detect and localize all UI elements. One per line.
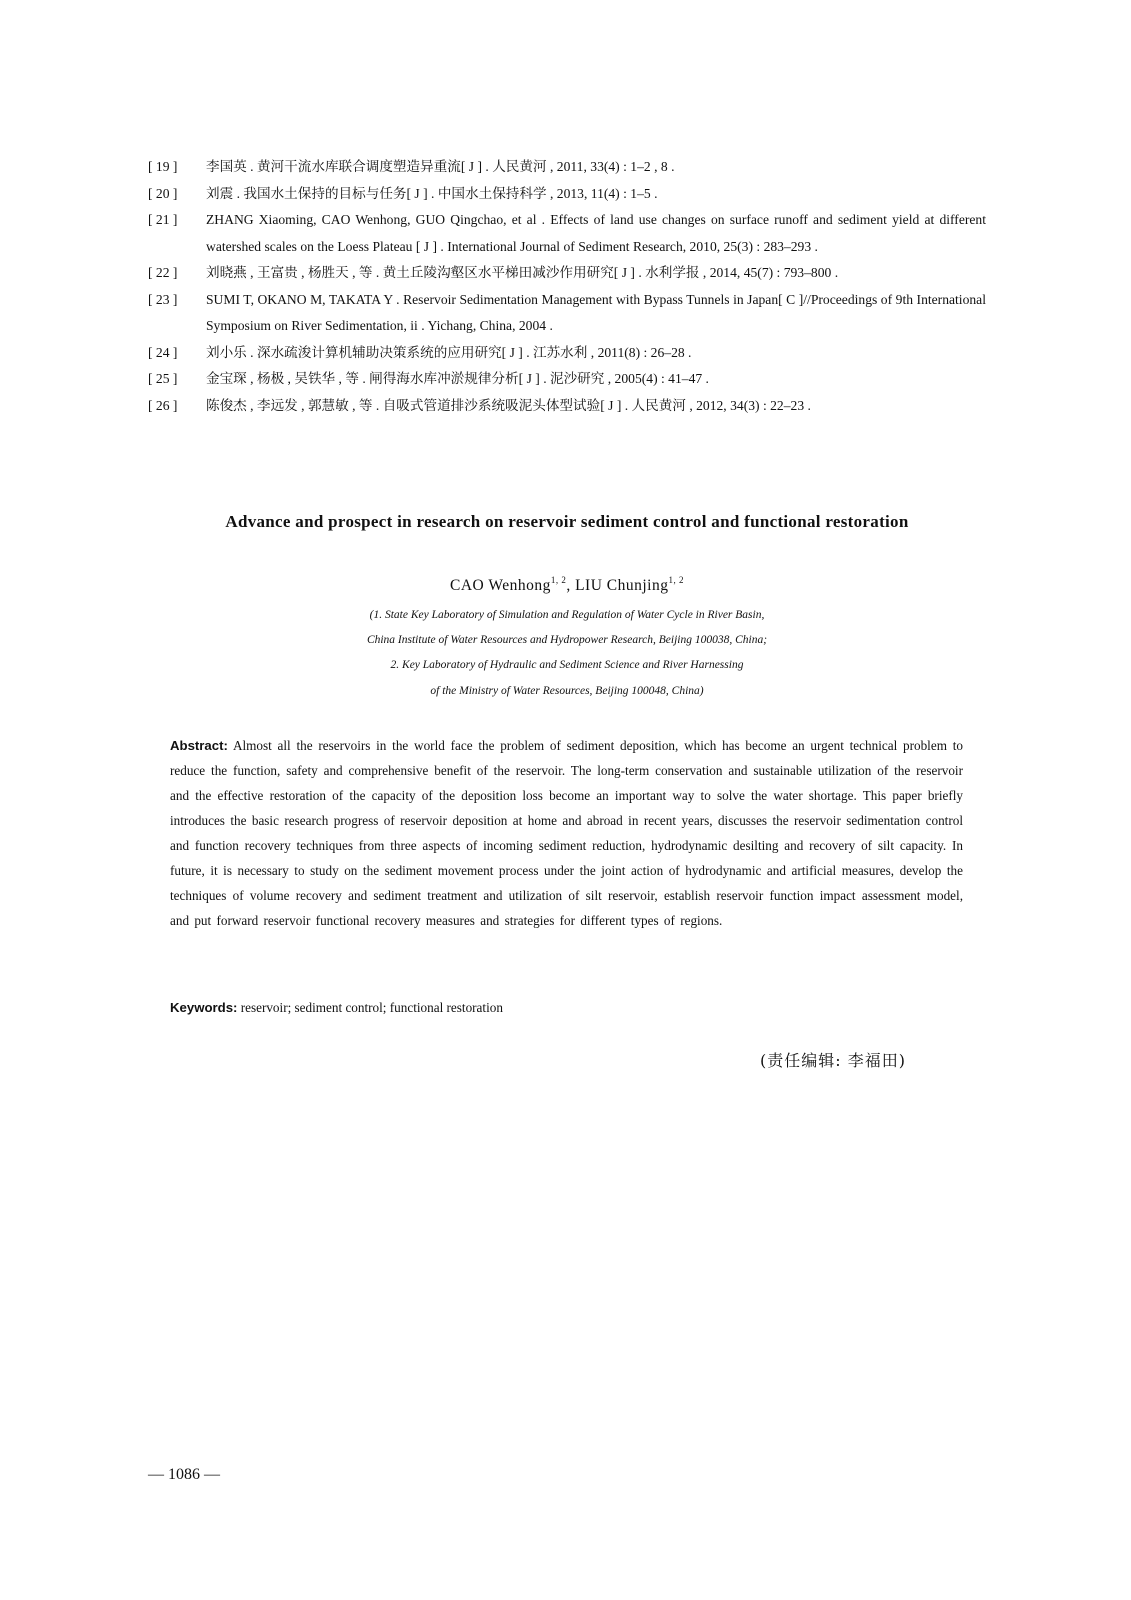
reference-number: [ 26 ] — [148, 397, 178, 413]
reference-number: [ 19 ] — [148, 159, 178, 174]
reference-number: [ 24 ] — [148, 344, 178, 360]
reference-number: [ 20 ] — [148, 185, 178, 201]
reference-text: 刘震 . 我国水土保持的目标与任务[ J ] . 中国水土保持科学 , 2013, 11(4) : 1–5 . — [206, 185, 658, 201]
reference-text: 刘晓燕 , 王富贵 , 杨胜天 , 等 . 黄土丘陵沟壑区水平梯田减沙作用研究[ J ] . 水利学报 , 2014, 45(7) : 793–800 . — [206, 265, 839, 280]
reference-item — [148, 393, 986, 420]
reference-text: 李国英 . 黄河干流水库联合调度塑造异重流[ J ] . 人民黄河 , 2011, 33(4) : 1–2 , 8 . — [206, 159, 675, 174]
abstract-text: Almost all the reservoirs in the world face the problem of sediment deposition, which has become an urgent technical problem to reduce the function, safety and comprehensive benefit of the reservoir. The long-term conservation and sustainable utilization of the reservoir and the effective restoration of the capacity of the deposition loss become an important way to solve the water shortage. This paper briefly introduces the basic research progress of reservoir deposition at home and abroad in recent years, discusses the reservoir sedimentation control and function recovery techniques from three aspects of incoming sediment reduction, hydrodynamic desilting and recovery of silt capacity. In future, it is necessary to study on the sediment movement process under the joint action of hydrodynamic and artificial measures, develop the techniques of volume recovery and sediment treatment and utilization of silt reservoir, establish reservoir function impact assessment model, and put forward reservoir functional recovery measures and strategies for different types of regions. — [170, 738, 963, 928]
keywords-label: Keywords: — [170, 1000, 238, 1015]
reference-item — [148, 181, 986, 208]
reference-item — [148, 340, 986, 367]
author-list — [148, 575, 986, 595]
abstract — [170, 733, 963, 933]
affiliation-line: China Institute of Water Resources and Hydropower Research, Beijing 100038, China; — [366, 634, 768, 647]
affiliation-line: of the Ministry of Water Resources, Beijing 100048, China) — [430, 684, 704, 697]
author-affiliation-marker: 1, 2 — [668, 575, 684, 585]
reference-item — [148, 207, 986, 260]
reference-text: 陈俊杰 , 李远发 , 郭慧敏 , 等 . 自吸式管道排沙系统吸泥头体型试验[ J ] . 人民黄河 , 2012, 34(3) : 22–23 . — [206, 397, 811, 413]
affiliation-line: 2. Key Laboratory of Hydraulic and Sediment Science and River Harnessing — [390, 659, 744, 672]
reference-text: 金宝琛 , 杨极 , 吴铁华 , 等 . 闸得海水库冲淤规律分析[ J ] . 泥沙研究 , 2005(4) : 41–47 . — [206, 371, 709, 386]
author-affiliation-marker: 1, 2 — [550, 575, 567, 585]
affiliation-line: (1. State Key Laboratory of Simulation and Regulation of Water Cycle in River Basin, — [369, 609, 765, 621]
reference-item — [148, 287, 986, 340]
affiliations — [148, 603, 986, 704]
reference-item — [148, 154, 986, 181]
reference-item — [148, 260, 986, 287]
reference-list — [148, 154, 986, 419]
editor-note: (责任编辑: 李福田) — [760, 1051, 906, 1070]
reference-item — [148, 366, 986, 393]
english-title: Advance and prospect in research on reservoir sediment control and functional restoration — [225, 512, 909, 531]
keywords-text: reservoir; sediment control; functional restoration — [240, 1000, 503, 1015]
reference-text: SUMI T, OKANO M, TAKATA Y . Reservoir Sedimentation Management with Bypass Tunnels in Japan[ C ]//Proceedings of 9th International Symposium on River Sedimentation, ii . Yichang, China, 2004 . — [206, 291, 986, 333]
author-name: LIU Chunjing — [575, 577, 669, 594]
reference-number: [ 22 ] — [148, 265, 178, 280]
keywords — [170, 1000, 963, 1016]
reference-number: [ 23 ] — [148, 291, 178, 307]
author-separator: , — [566, 577, 576, 594]
abstract-label: Abstract: — [170, 738, 228, 753]
reference-text: 刘小乐 . 深水疏浚计算机辅助决策系统的应用研究[ J ] . 江苏水利 , 2011(8) : 26–28 . — [206, 344, 692, 360]
page-number: — 1086 — — [148, 1466, 220, 1483]
author-name: CAO Wenhong — [450, 577, 551, 594]
reference-number: [ 21 ] — [148, 212, 178, 227]
reference-number: [ 25 ] — [148, 371, 178, 386]
reference-text: ZHANG Xiaoming, CAO Wenhong, GUO Qingchao, et al . Effects of land use changes on surface runoff and sediment yield at different watershed scales on the Loess Plateau [ J ] . International Journal of Sediment Research, 2010, 25(3) : 283–293 . — [206, 212, 986, 254]
